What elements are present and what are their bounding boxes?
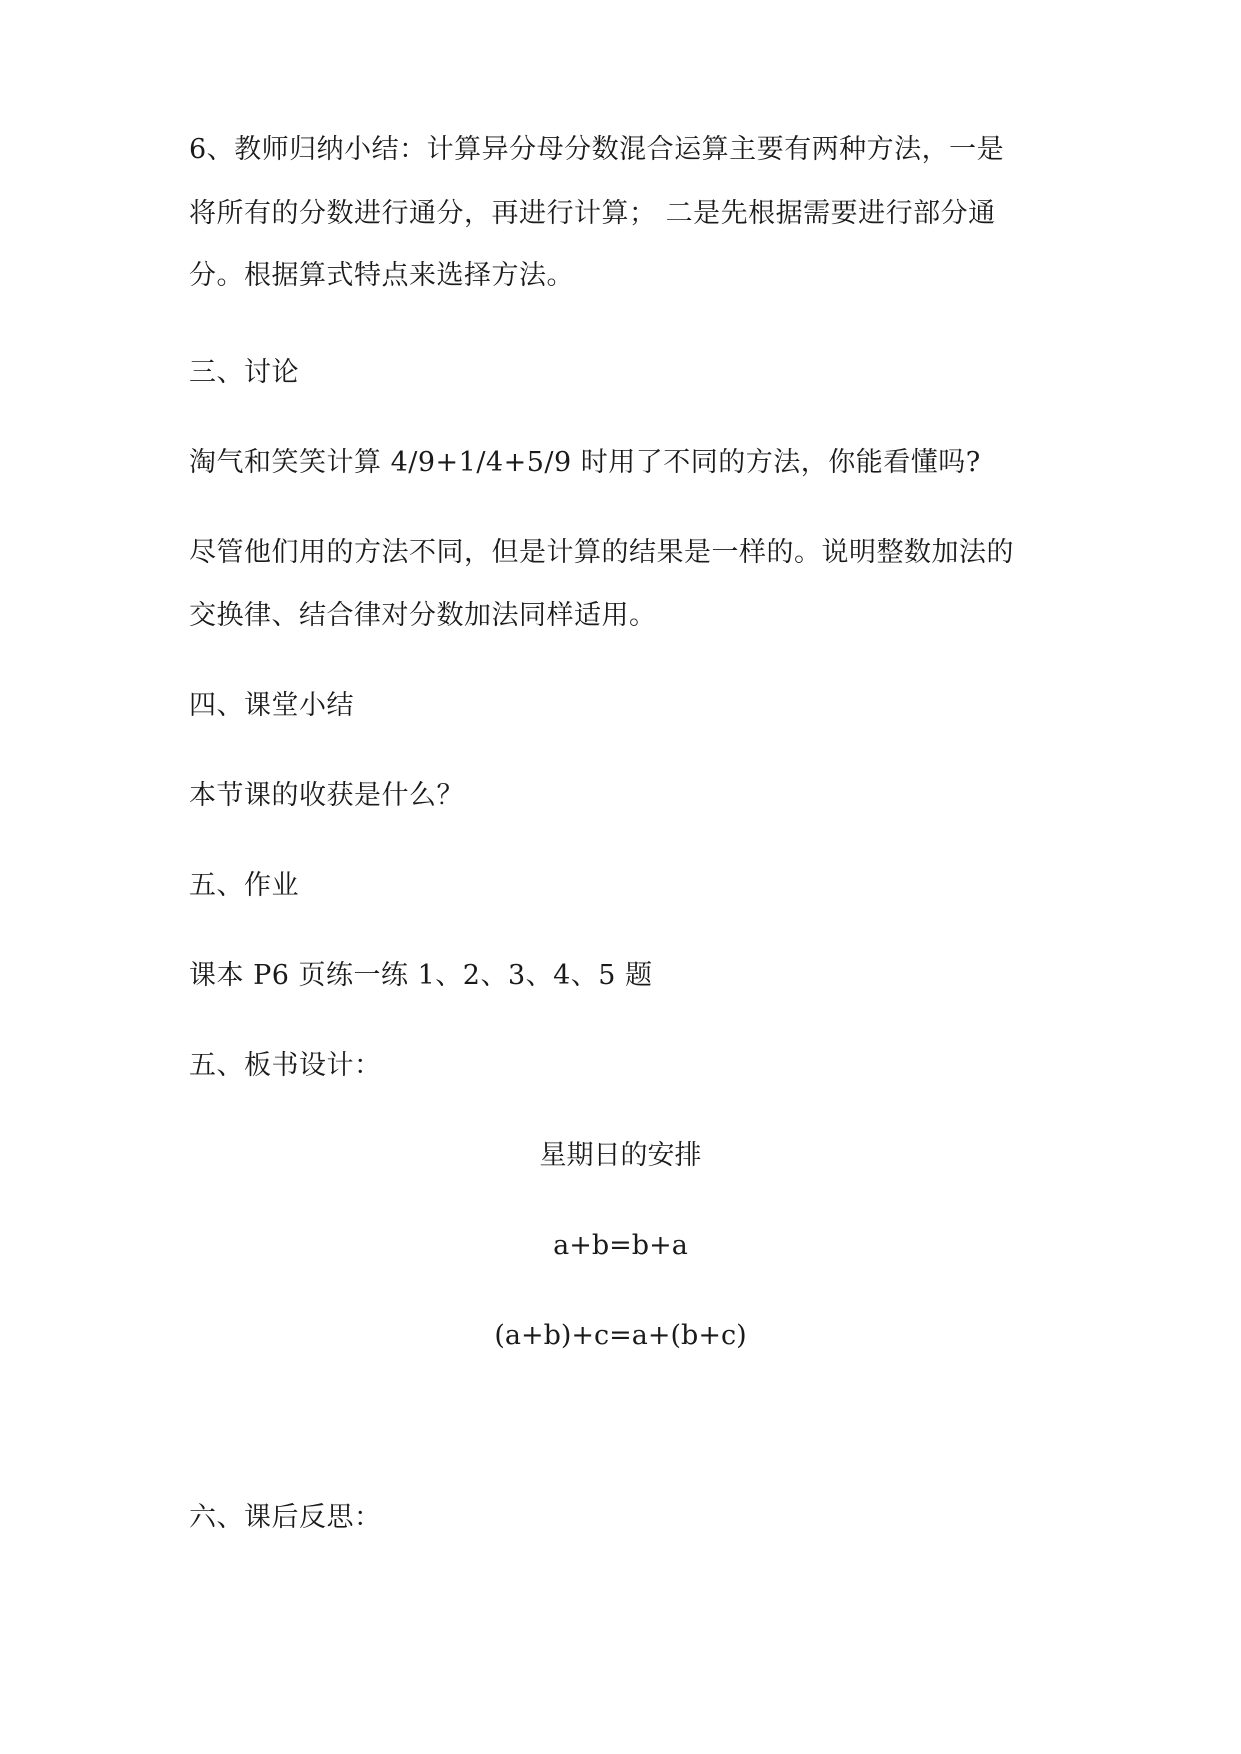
class-summary-question: 本节课的收获是什么？ bbox=[189, 780, 464, 811]
board-formula-commutative: a+b=b+a bbox=[553, 1230, 688, 1261]
heading-discussion: 三、讨论 bbox=[189, 357, 299, 388]
summary-line-2: 将所有的分数进行通分，再进行计算； 二是先根据需要进行部分通 bbox=[189, 198, 996, 229]
discussion-answer-line-2: 交换律、结合律对分数加法同样适用。 bbox=[189, 600, 657, 631]
summary-line-1: 6、教师归纳小结：计算异分母分数混合运算主要有两种方法，一是 bbox=[189, 134, 1005, 165]
heading-homework: 五、作业 bbox=[189, 870, 299, 901]
discussion-answer-line-1: 尽管他们用的方法不同，但是计算的结果是一样的。说明整数加法的 bbox=[189, 537, 1014, 568]
discussion-question: 淘气和笑笑计算 4/9+1/4+5/9 时用了不同的方法，你能看懂吗? bbox=[189, 447, 981, 478]
heading-board-design: 五、板书设计： bbox=[189, 1050, 382, 1081]
board-formula-associative: (a+b)+c=a+(b+c) bbox=[494, 1320, 747, 1351]
heading-class-summary: 四、课堂小结 bbox=[189, 690, 354, 721]
heading-reflection: 六、课后反思： bbox=[189, 1502, 382, 1533]
homework-text: 课本 P6 页练一练 1、2、3、4、5 题 bbox=[189, 960, 653, 991]
summary-line-3: 分。根据算式特点来选择方法。 bbox=[189, 260, 574, 291]
board-title: 星期日的安排 bbox=[539, 1140, 702, 1171]
